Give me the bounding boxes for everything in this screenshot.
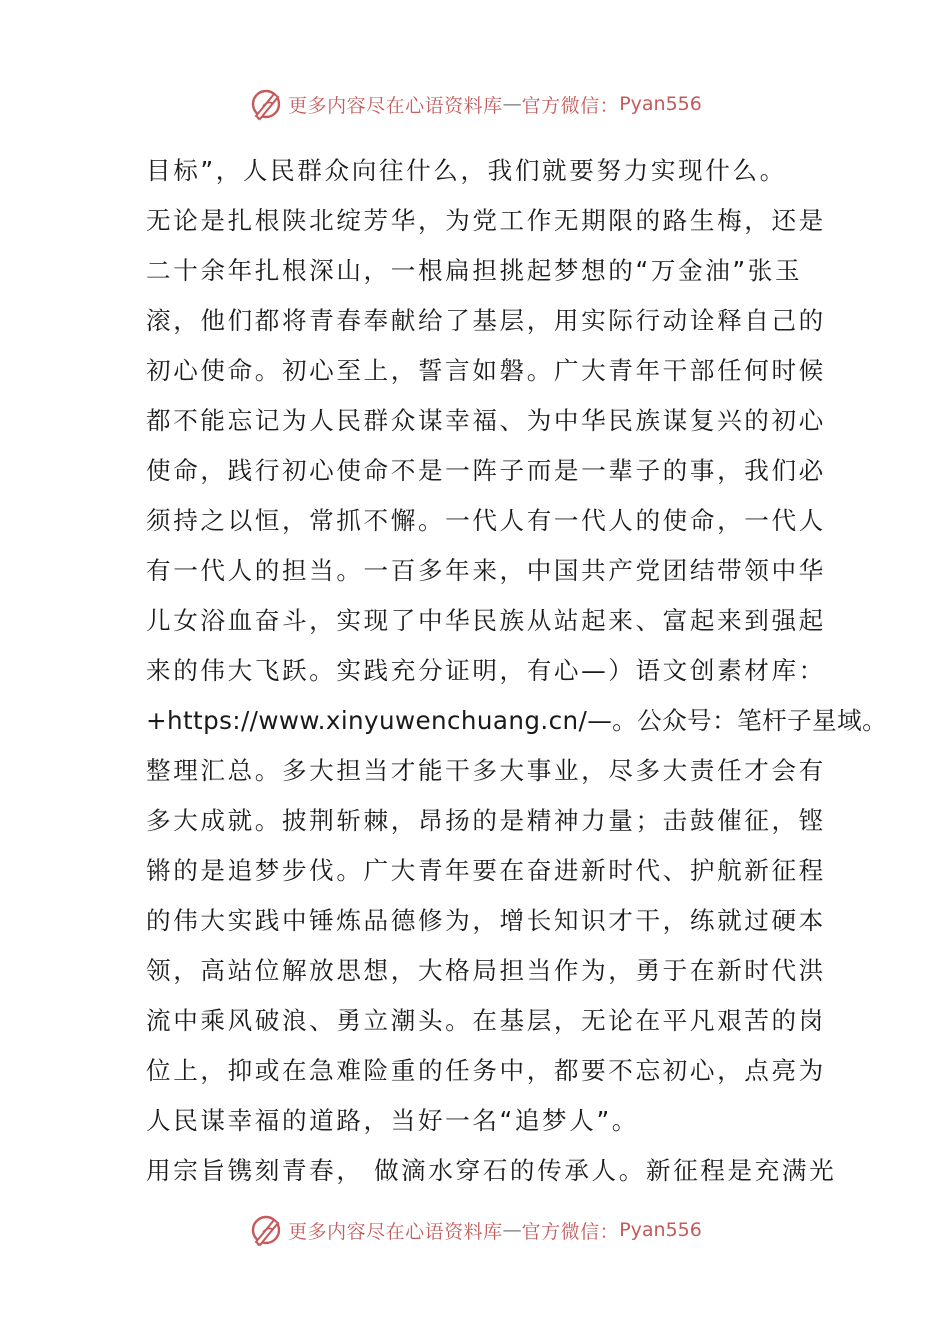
footer-separator: — [502, 1219, 522, 1241]
text-line: 二十余年扎根深山，一根扁担挑起梦想的“万金油”张玉 [146, 256, 803, 285]
text-line: 目标”，人民群众向往什么，我们就要努力实现什么。 [146, 156, 787, 185]
text-line: 使命，践行初心使命不是一阵子而是一辈子的事，我们必 [146, 456, 826, 485]
footer-brand: 更多内容尽在心语资料库 [288, 1220, 503, 1243]
footer-wechat-id: Pyan556 [619, 1219, 702, 1241]
header-wechat-id: Pyan556 [619, 93, 702, 115]
text-line: 无论是扎根陕北绽芳华，为党工作无期限的路生梅，还是 [146, 206, 826, 235]
text-line: 须持之以恒，常抓不懈。一代人有一代人的使命，一代人 [146, 506, 826, 535]
text-line: 滚，他们都将青春奉献给了基层，用实际行动诠释自己的 [146, 306, 826, 335]
text-line-url: +https://www.xinyuwenchuang.cn/—。公众号：笔杆子星域。 [146, 706, 888, 735]
text-line: 来的伟大飞跃。实践充分证明，有心—）语文创素材库： [146, 656, 826, 685]
pen-logo-icon [248, 86, 284, 122]
text-line: 的伟大实践中锤炼品德修为，增长知识才干，练就过硬本 [146, 906, 826, 935]
text-line: 儿女浴血奋斗，实现了中华民族从站起来、富起来到强起 [146, 606, 826, 635]
text-line: 锵的是追梦步伐。广大青年要在奋进新时代、护航新征程 [146, 856, 826, 885]
header-brand: 更多内容尽在心语资料库 [288, 94, 503, 117]
pen-logo-icon [248, 1212, 284, 1248]
text-line: 用宗旨镌刻青春， 做滴水穿石的传承人。新征程是充满光 [146, 1156, 837, 1185]
document-body [146, 146, 888, 1196]
header-separator: — [502, 93, 522, 115]
text-line: 有一代人的担当。一百多年来，中国共产党团结带领中华 [146, 556, 826, 585]
text-line: 多大成就。披荆斩棘，昂扬的是精神力量；击鼓催征，铿 [146, 806, 826, 835]
header-banner [0, 84, 950, 124]
text-line: 人民谋幸福的道路，当好一名“追梦人”。 [146, 1106, 639, 1135]
header-wechat-label: 官方微信： [521, 94, 620, 117]
footer-wechat-label: 官方微信： [521, 1220, 620, 1243]
text-line: 整理汇总。多大担当才能干多大事业，尽多大责任才会有 [146, 756, 826, 785]
text-line: 流中乘风破浪、勇立潮头。在基层，无论在平凡艰苦的岗 [146, 1006, 826, 1035]
text-line: 位上，抑或在急难险重的任务中，都要不忘初心，点亮为 [146, 1056, 826, 1085]
text-line: 初心使命。初心至上，誓言如磐。广大青年干部任何时候 [146, 356, 826, 385]
text-line: 领，高站位解放思想，大格局担当作为，勇于在新时代洪 [146, 956, 826, 985]
text-line: 都不能忘记为人民群众谋幸福、为中华民族谋复兴的初心 [146, 406, 826, 435]
footer-banner [0, 1210, 950, 1250]
